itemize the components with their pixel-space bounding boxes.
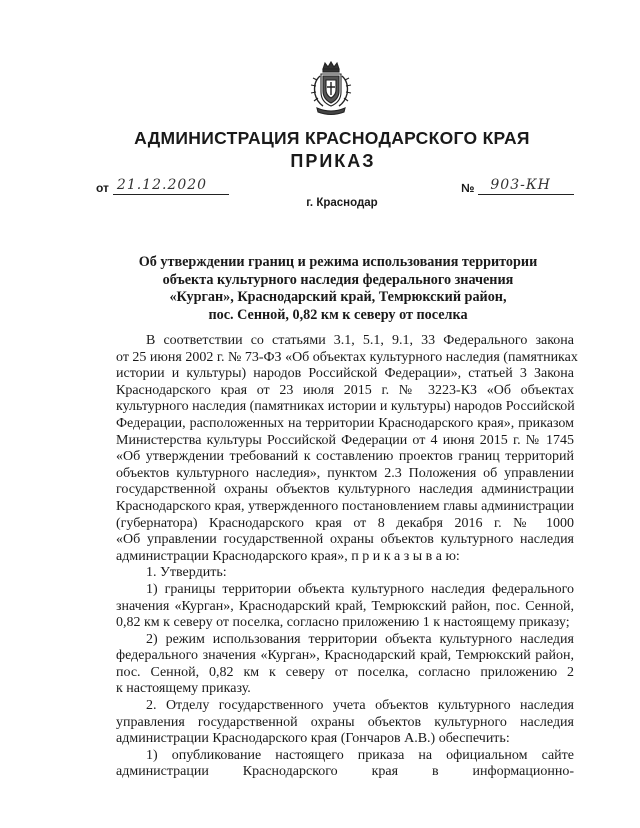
body-line: объектов культурного наследия», пунктом 2.3 Положения об управлении (116, 465, 574, 481)
body-line: администрации Краснодарского края (Гончаров А.В.) обеспечить: (116, 731, 510, 747)
date-value: 21.12.2020 (116, 177, 208, 193)
document-body (116, 333, 578, 781)
body-line: Министерства культуры Российской Федерации от 4 июня 2015 г. № 1745 (116, 432, 574, 448)
body-line: от 25 июня 2002 г. № 73-ФЗ «Об объектах культурного наследия (памятниках (116, 349, 578, 365)
document-subject (120, 254, 556, 324)
body-line: 0,82 км к северу от поселка, согласно приложению 1 к настоящему приказу; (116, 615, 570, 631)
body-line: Федерации, расположенных на территории Краснодарского края», приказом (116, 415, 574, 431)
number-line (478, 178, 574, 195)
subject-line: Об утверждении границ и режима использования территории (138, 254, 538, 270)
body-line: администрации Краснодарского края», п р и к а з ы в а ю: (116, 548, 460, 564)
document-type-title: ПРИКАЗ (290, 151, 376, 171)
body-line: пос. Сенной, 0,82 км к северу от поселка, согласно приложению 2 (116, 664, 574, 680)
body-line: государственной охраны объектов культурного наследия администрации (116, 482, 574, 498)
body-line: 2) режим использования территории объекта культурного наследия (146, 631, 574, 647)
body-line: 1. Утвердить: (146, 565, 227, 581)
body-line: истории и культуры) народов Российской Федерации», статьей 3 Закона (116, 366, 574, 382)
body-line: культурного наследия (памятниках истории и культуры) народов Российской (116, 399, 575, 415)
date-prefix-label: от (96, 181, 109, 195)
body-line: Краснодарского края от 23 июля 2015 г. № 3223-КЗ «Об объектах (116, 382, 574, 398)
body-line: 1) опубликование настоящего приказа на официальном сайте (146, 747, 574, 763)
organization-title: АДМИНИСТРАЦИЯ КРАСНОДАРСКОГО КРАЯ (134, 128, 530, 148)
body-line: (губернатора) Краснодарского края от 8 декабря 2016 г. № 1000 (116, 515, 574, 531)
document-number-row (461, 178, 574, 195)
city-label: г. Краснодар (306, 197, 378, 209)
date-line (113, 178, 229, 195)
subject-line: пос. Сенной, 0,82 км к северу от поселка (208, 306, 468, 323)
body-line: управления государственной охраны объектов культурного наследия (116, 714, 574, 730)
number-value: 903-КН (490, 177, 551, 193)
body-line: «Об утверждении требований к составлению проектов границ территорий (116, 449, 574, 465)
body-line: федерального значения «Курган», Краснодарский край, Темрюкский район, (116, 648, 574, 664)
document-date-row (96, 178, 229, 195)
body-line: администрации Краснодарского края в информационно- (116, 764, 574, 780)
body-line: В соответствии со статьями 3.1, 5.1, 9.1, 33 Федерального закона (146, 333, 574, 348)
body-line: 1) границы территории объекта культурного наследия федерального (146, 581, 574, 597)
body-line: 2. Отделу государственного учета объектов культурного наследия (146, 698, 574, 714)
body-line: «Об управлении государственной охраны объектов культурного наследия (116, 532, 574, 548)
subject-line: «Курган», Краснодарский край, Темрюкский район, (169, 289, 507, 305)
body-line: к настоящему приказу. (116, 681, 251, 697)
coat-of-arms-icon (309, 60, 353, 118)
body-line: значения «Курган», Краснодарский край, Темрюкский район, пос. Сенной, (116, 598, 574, 614)
number-prefix-label: № (461, 181, 475, 195)
subject-line: объекта культурного наследия федерального значения (162, 271, 514, 288)
body-line: Краснодарского края, утвержденного постановлением главы администрации (116, 498, 574, 514)
